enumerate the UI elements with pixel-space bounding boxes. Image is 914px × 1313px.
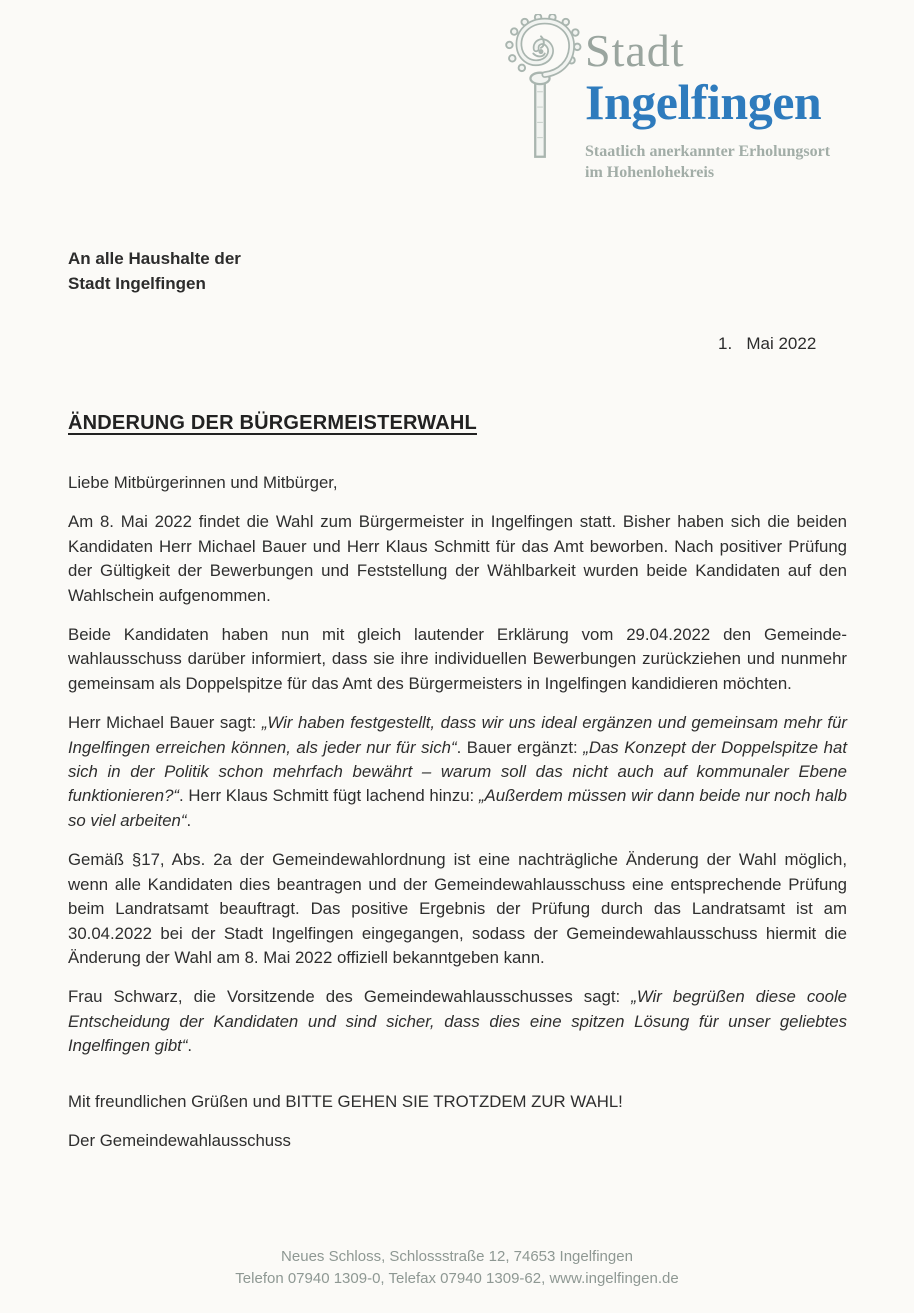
body-paragraph-4: Gemäß §17, Abs. 2a der Gemeindewahlordnung ist eine nachträgliche Änderung der Wahl möglich, wenn alle Kandidaten dies beantragen und der Gemeindewahlausschuss eine entsprechende Prüfung beim Landratsamt beauftragt. Das positive Ergebnis der Prüfung durch das Landratsamt ist am 30.04.2022 bei der Stadt Ingelfingen eingegangen, sodass der Gemeindewahlausschuss hiermit die Änderung der Wahl am 8. Mai 2022 offiziell bekanntgeben kann.: [68, 850, 847, 967]
letter-footer: [0, 1246, 914, 1290]
body-paragraph-2: Beide Kandidaten haben nun mit gleich lautender Erklärung vom 29.04.2022 den Gemeindewahlausschuss darüber informiert, dass sie ihre individuellen Bewerbungen zurückziehen und nunmehr gemeinsam als Doppelspitze für das Amt des Bürgermeisters in Ingelfingen kandidieren möchten.: [68, 625, 847, 693]
recipient-address: [68, 246, 241, 296]
body-paragraph-1: Am 8. Mai 2022 findet die Wahl zum Bürgermeister in Ingelfingen statt. Bisher haben sich die beiden Kandidaten Herr Michael Bauer und Herr Klaus Schmitt für das Amt beworben. Nach positiver Prüfung der Gültigkeit der Bewerbungen und Feststellung der Wählbarkeit wurden beide Kandidaten auf den Wahlschein aufgenommen.: [68, 512, 847, 605]
letter-date: 1. Mai 2022: [718, 334, 817, 353]
footer-address: Neues Schloss, Schlossstraße 12, 74653 Ingelfingen: [281, 1248, 633, 1265]
logo-text: [585, 25, 831, 183]
salutation: Liebe Mitbürgerinnen und Mitbürger,: [68, 473, 338, 492]
logo-tagline: [585, 141, 830, 183]
subject-line: ÄNDERUNG DER BÜRGERMEISTERWAHL: [68, 412, 477, 434]
logo-name-line2: Ingelfingen: [585, 74, 822, 130]
recipient-line2: Stadt Ingelfingen: [68, 274, 206, 293]
footer-contact: Telefon 07940 1309-0, Telefax 07940 1309-62, www.ingelfingen.de: [235, 1270, 679, 1287]
body-paragraph-3: Herr Michael Bauer sagt: „Wir haben festgestellt, dass wir uns ideal ergänzen und gemeinsam mehr für Ingelfingen erreichen können, als jeder nur für sich“. Bauer ergänzt: „Das Konzept der Doppelspitze hat sich in der Politik schon mehrfach bewährt – warum soll das nicht auch auf kommunaler Ebene funktionieren?“. Herr Klaus Schmitt fügt lachend hinzu: „Außerdem müssen wir dann beide nur noch halb so viel arbeiten“.: [68, 713, 848, 830]
logo-name-line1: Stadt: [585, 25, 685, 76]
logo-tagline-line2: im Hohenlohekreis: [585, 164, 715, 181]
body-paragraph-5: Frau Schwarz, die Vorsitzende des Gemeindewahlausschusses sagt: „Wir begrüßen diese coole Entscheidung der Kandidaten und sind sicher, dass dies eine spitzen Lösung für unser geliebtes Ingelfingen gibt“.: [68, 987, 848, 1056]
logo-tagline-line1: Staatlich anerkannter Erholungsort: [585, 143, 831, 160]
letter-body: [68, 471, 847, 1168]
signature: Der Gemeindewahlausschuss: [68, 1130, 291, 1150]
crozier-icon: [497, 14, 583, 160]
letterhead: [0, 0, 914, 200]
closing-line: Mit freundlichen Grüßen und BITTE GEHEN SIE TROTZDEM ZUR WAHL!: [68, 1091, 623, 1111]
recipient-line1: An alle Haushalte der: [68, 249, 241, 268]
